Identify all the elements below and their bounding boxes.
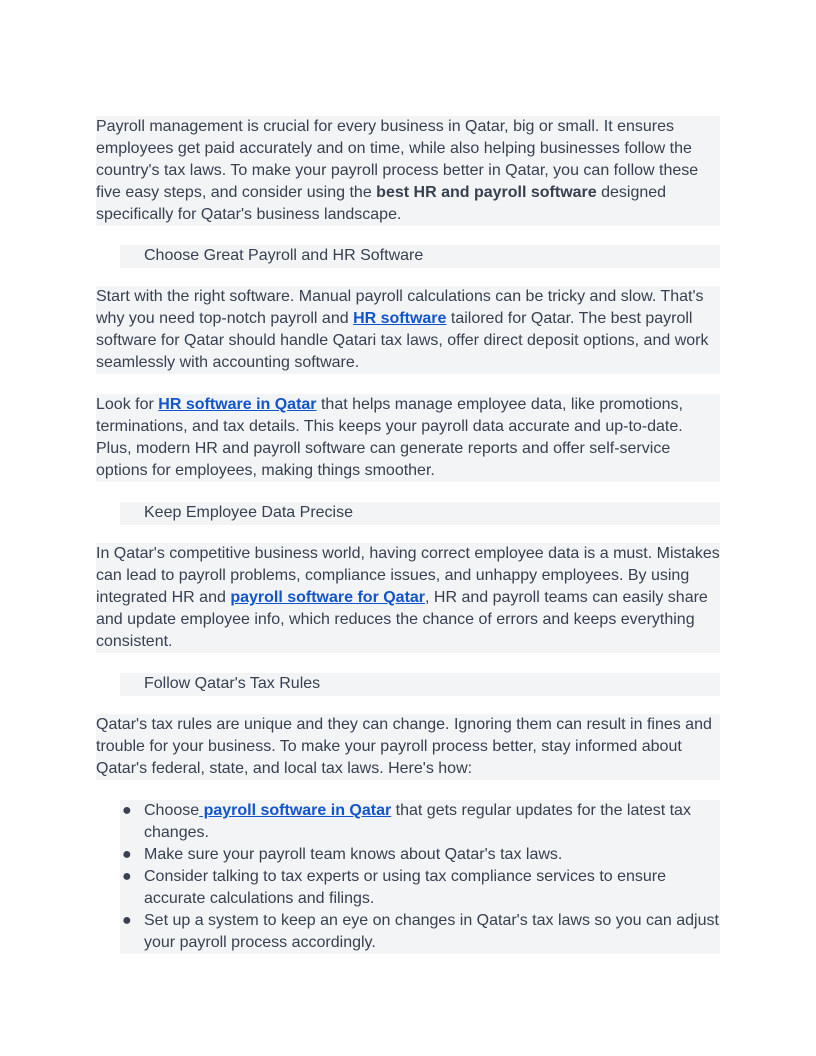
employee-data-paragraph [96,543,720,653]
payroll-software-in-qatar-link[interactable]: payroll software in Qatar [199,802,392,819]
heading-choose-software: Choose Great Payroll and HR Software [120,245,720,268]
bullet-1-b: that gets regular updates for the latest tax changes. [144,802,691,841]
bullet-2-text: Make sure your payroll team knows about Qatar's tax laws. [144,846,563,863]
bullet-marker: ● [122,868,132,885]
list-item [120,800,720,844]
software-paragraph-1 [96,286,720,374]
employee-p1-a: In Qatar's competitive business world, having correct employee data is a must. Mistakes can lead to payroll problems, compliance issues, and unhappy employees. By using integrated HR and [96,545,720,606]
hr-software-link[interactable]: HR software [353,310,447,327]
intro-paragraph [96,116,720,226]
list-item [120,844,720,866]
hr-software-in-qatar-link[interactable]: HR software in Qatar [158,396,317,413]
bullet-marker: ● [122,802,132,819]
heading-employee-data: Keep Employee Data Precise [120,502,720,525]
list-item [120,866,720,910]
software-p2-a: Look for [96,396,159,413]
bullet-1-a: Choose [144,802,200,819]
software-p2-b: that helps manage employee data, like promotions, terminations, and tax details. This keeps your payroll data accurate and up-to-date. Plus, modern HR and payroll software can generate reports and offer self-service options for employees, making things smoother. [96,396,683,479]
bullet-marker: ● [122,846,132,863]
bullet-marker: ● [122,912,132,929]
tax-rules-paragraph: Qatar's tax rules are unique and they can change. Ignoring them can result in fines and trouble for your business. To make your payroll process better, stay informed about Qatar's federal, state, and local tax laws. Here's how: [96,714,720,780]
bullet-3-text: Consider talking to tax experts or using tax compliance services to ensure accurate calculations and filings. [144,868,667,907]
intro-bold: best HR and payroll software [376,184,597,201]
heading-tax-rules: Follow Qatar's Tax Rules [120,673,720,696]
bullet-4-text: Set up a system to keep an eye on changes in Qatar's tax laws so you can adjust your payroll process accordingly. [144,912,719,951]
tax-tips-list [120,800,720,954]
software-p1-b: tailored for Qatar. The best payroll software for Qatar should handle Qatari tax laws, offer direct deposit options, and work seamlessly with accounting software. [96,310,709,371]
employee-p1-b: , HR and payroll teams can easily share and update employee info, which reduces the chance of errors and keeps everything consistent. [96,589,708,650]
payroll-software-for-qatar-link[interactable]: payroll software for Qatar [230,589,426,606]
document-page [96,116,720,954]
intro-text-a: Payroll management is crucial for every business in Qatar, big or small. It ensures employees get paid accurately and on time, while also helping businesses follow the country's tax laws. To make your payroll process better in Qatar, you can follow these five easy steps, and consider using the [96,118,699,201]
software-p1-a: Start with the right software. Manual payroll calculations can be tricky and slow. That's why you need top-notch payroll and [96,288,704,327]
software-paragraph-2 [96,394,720,482]
list-item [120,910,720,954]
intro-text-b: designed specifically for Qatar's business landscape. [96,184,667,223]
